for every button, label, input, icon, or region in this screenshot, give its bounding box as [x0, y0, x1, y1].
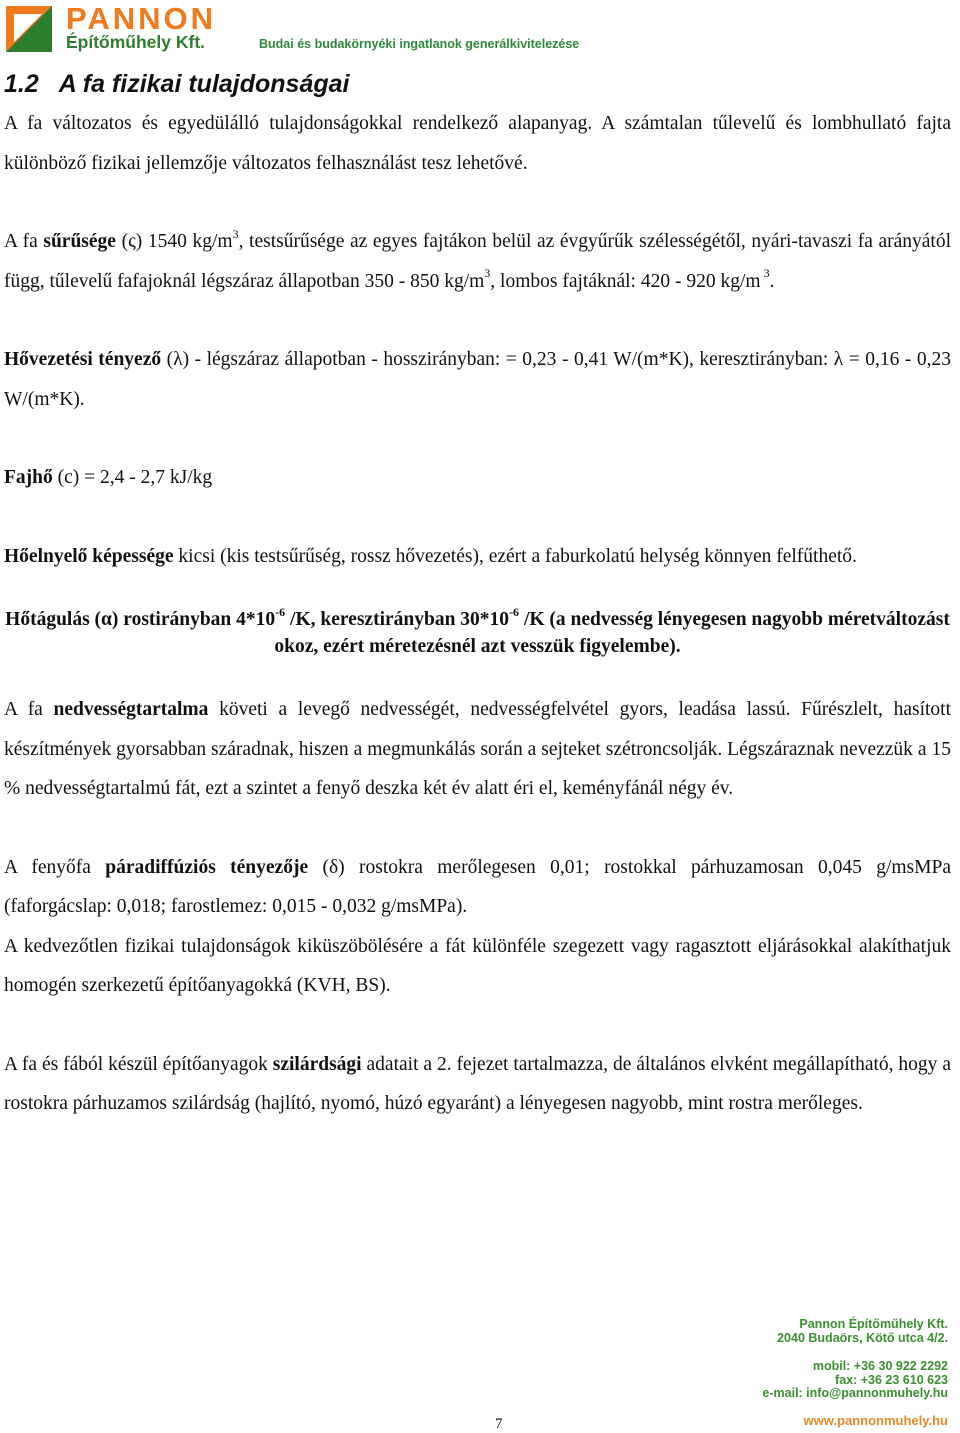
paragraph-conductivity [4, 340, 951, 419]
section-heading [4, 64, 951, 104]
term-vapor-diffusion: páradiffúziós tényezője [105, 856, 309, 878]
footer-address: 2040 Budaörs, Kötő utca 4/2. [777, 1330, 948, 1345]
superscript: 3 [232, 226, 239, 241]
text-run: /K, keresztirányban 30*10 [285, 609, 510, 630]
paragraph-vapor-diffusion [4, 848, 951, 927]
logo-icon [6, 6, 52, 52]
paragraph-density [4, 222, 951, 301]
footer-company: Pannon Építőműhely Kft. [799, 1317, 948, 1331]
document-body [4, 64, 951, 1124]
footer-email: e-mail: info@pannonmuhely.hu [762, 1386, 948, 1400]
text-run: A fa [4, 231, 44, 252]
brand-subtitle: Építőműhely Kft. [66, 32, 206, 52]
section-number: 1.2 [4, 70, 39, 98]
paragraph-thermal-expansion [4, 606, 951, 660]
brand-tagline: Budai és budakörnyéki ingatlanok generálkivitelezése [259, 37, 580, 51]
page-number: 7 [495, 1416, 503, 1432]
brand-name: PANNON [66, 1, 217, 36]
paragraph-intro: A fa változatos és egyedülálló tulajdonságokkal rendelkező alapanyag. A számtalan tűlevelű és lombhullató fajta különböző fizikai jellemzője változatos felhasználást tesz lehetővé. [4, 113, 951, 174]
text-run: A fa és fából készül építőanyagok [4, 1053, 273, 1075]
letterhead [0, 0, 960, 60]
superscript: 3 [484, 266, 491, 280]
text-run: (c) = 2,4 - 2,7 kJ/kg [52, 467, 213, 488]
text-run: , testsűrűsége az egyes fajtákon belül az évgyűrűk szélességétől, nyári-tavaszi fa arányától függ, tűlevelű fafajoknál légszáraz állapotban 350 - 850 kg/m [4, 231, 952, 292]
superscript: -6 [509, 604, 520, 619]
footer-contact [762, 1318, 948, 1401]
text-run: adatait a 2. fejezet tartalmazza, de általános elvként megállapítható, hogy a rostokra párhuzamos szilárdság (hajlító, nyomó, húzó egyaránt) a lényegesen nagyobb, mint rostra merőleges. [4, 1053, 951, 1114]
text-run: . [769, 270, 775, 292]
paragraph-moisture [4, 690, 951, 809]
footer-mobile: mobil: +36 30 922 2292 [812, 1359, 948, 1373]
paragraph-improvement: A kedvezőtlen fizikai tulajdonságok kiküszöbölésére a fát különféle szegezett vagy ragasztott eljárásokkal alakíthatjuk homogén szerkezetű építőanyagokká (KVH, BS). [4, 935, 951, 996]
footer-website: www.pannonmuhely.hu [803, 1413, 948, 1428]
superscript: 3 [760, 266, 770, 280]
footer-fax: fax: +36 23 610 623 [835, 1372, 948, 1387]
text-run: A fa [4, 699, 54, 720]
term-density: sűrűsége [43, 231, 116, 252]
term-moisture: nedvességtartalma [53, 699, 209, 720]
term-heat-absorption: Hőelnyelő képessége [4, 545, 174, 567]
term-conductivity: Hővezetési tényező [4, 349, 162, 370]
term-strength: szilárdsági [272, 1053, 362, 1075]
text-run: , lombos fajtáknál: 420 - 920 kg/m [490, 270, 761, 292]
paragraph-specific-heat [4, 458, 951, 498]
text-run: követi a levegő nedvességét, nedvességfelvétel gyors, leadása lassú. Fűrészlelt, hasított készítmények gyorsabban száradnak, hiszen a megmunkálás során a sejteket szétroncsolják. Légszáraznak nevezzük a 15 % nedvességtartalmú fát, ezt a szintet a fenyő deszka két év alatt éri el, keményfánál négy év. [4, 699, 951, 799]
superscript: -6 [275, 604, 286, 619]
text-run: /K (a nedvesség lényegesen nagyobb méretváltozást okoz, ezért méretezésnél azt vesszük figyelembe). [274, 609, 950, 657]
text-run: Hőtágulás (α) rostirányban 4*10 [5, 609, 276, 630]
term-specific-heat: Fajhő [4, 467, 53, 488]
section-title: A fa fizikai tulajdonságai [58, 70, 350, 98]
text-run: (δ) rostokra merőlegesen 0,01; rostokkal párhuzamosan 0,045 g/msMPa (faforgácslap: 0,018; farostlemez: 0,015 - 0,032 g/msMPa). [4, 856, 951, 917]
text-run: (λ) - légszáraz állapotban - hosszirányban: = 0,23 - 0,41 W/(m*K), keresztirányban: λ = 0,16 - 0,23 W/(m*K). [4, 349, 951, 410]
paragraph-heat-absorption [4, 537, 951, 577]
text-run: kicsi (kis testsűrűség, rossz hővezetés), ezért a faburkolatú helység könnyen felfűthető. [173, 545, 857, 567]
text-run: A fenyőfa [4, 856, 106, 878]
text-run: (ς) 1540 kg/m [115, 231, 233, 252]
paragraph-strength [4, 1045, 951, 1124]
